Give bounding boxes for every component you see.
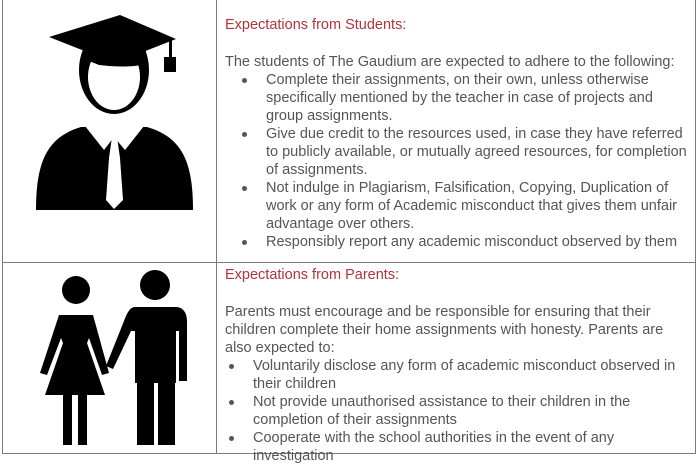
students-icon-cell bbox=[3, 0, 216, 262]
students-intro: The students of The Gaudium are expected to adhere to the following: bbox=[225, 54, 675, 70]
parents-row bbox=[3, 263, 695, 463]
expectations-table bbox=[2, 0, 696, 464]
list-item: Complete their assignments, on their own, unless otherwise specifically mentioned by the teacher in case of projects and group assignments. bbox=[225, 71, 691, 125]
list-item: Cooperate with the school authorities in the event of any investigation bbox=[225, 429, 691, 465]
students-heading: Expectations from Students: bbox=[225, 17, 407, 33]
parents-list bbox=[225, 357, 691, 465]
list-item: Give due credit to the resources used, in case they have referred to publicly available, or mutually agreed resources, for completion of assignments. bbox=[225, 125, 691, 179]
list-item: Responsibly report any academic misconduct observed by them bbox=[225, 233, 691, 251]
list-item: Not indulge in Plagiarism, Falsification, Copying, Duplication of work or any form of Academic misconduct that gives them unfair advantage over others. bbox=[225, 179, 691, 233]
students-list bbox=[225, 71, 691, 251]
parents-text-cell bbox=[225, 263, 691, 465]
parents-icon-cell bbox=[3, 263, 216, 463]
students-text-cell bbox=[225, 0, 691, 251]
list-item: Voluntarily disclose any form of academic misconduct observed in their children bbox=[225, 357, 691, 393]
parents-intro: Parents must encourage and be responsible for ensuring that their children complete their home assignments with honesty. Parents are also expected to: bbox=[225, 304, 664, 356]
students-row bbox=[3, 0, 695, 263]
parents-couple-icon bbox=[3, 263, 216, 463]
parents-heading: Expectations from Parents: bbox=[225, 267, 400, 283]
list-item: Not provide unauthorised assistance to their children in the completion of their assignments bbox=[225, 393, 691, 429]
graduate-student-icon bbox=[3, 0, 216, 263]
